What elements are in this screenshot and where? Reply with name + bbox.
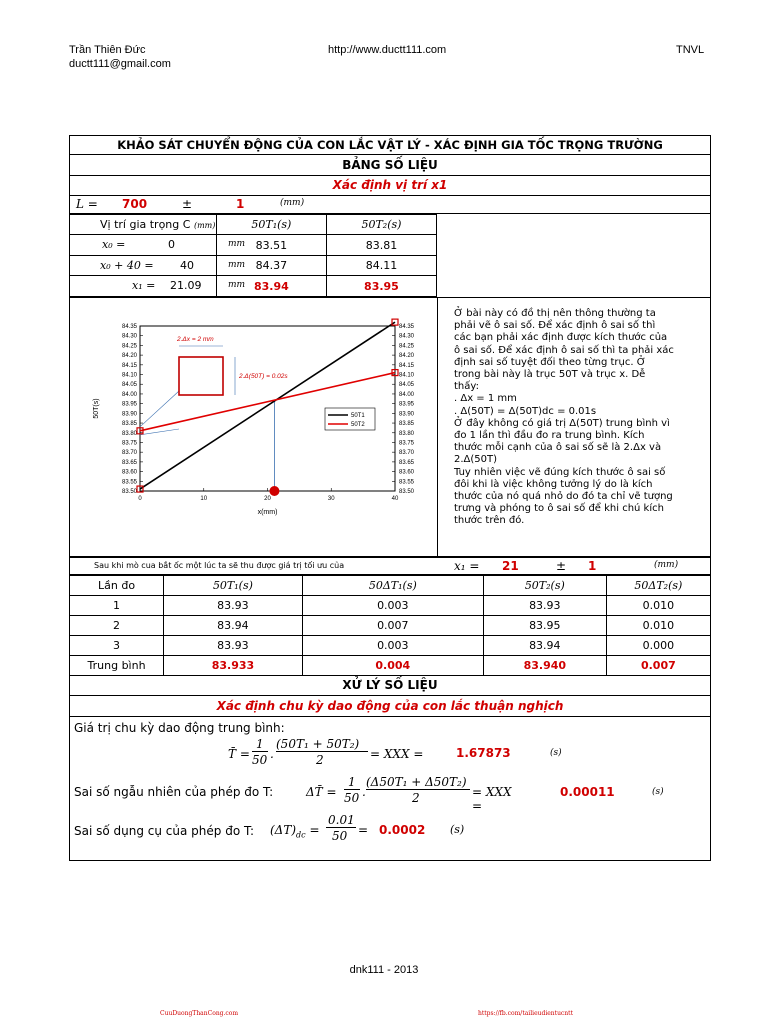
y-tick-label-right: 84.25: [399, 343, 415, 350]
note-line: các bạn phải xác định được kích thước của: [454, 332, 668, 344]
note-line: đôi khi là việc không tưởng lý do là kích: [454, 478, 653, 490]
section2-title: Xác định chu kỳ dao động của con lắc thuận nghịch: [69, 696, 711, 717]
y-tick-label-left: 83.55: [121, 479, 137, 486]
y-tick-label-right: 83.70: [399, 450, 415, 457]
y-tick-label-right: 84.00: [399, 391, 415, 398]
y-tick-label-left: 83.95: [121, 401, 137, 408]
y-tick-label-left: 84.05: [121, 382, 137, 389]
pos-row: x₀ = 0 mm 83.51 83.81: [70, 235, 437, 256]
meas-header: 50T₁(s): [164, 576, 303, 596]
x1-result-value: 21: [502, 559, 519, 573]
x1-result-row: [69, 557, 711, 575]
x-axis-label: x(mm): [257, 509, 278, 516]
rand-label: Sai số ngẫu nhiên của phép đo T:: [74, 785, 274, 799]
legend-box: [325, 408, 375, 430]
position-table: [69, 214, 437, 297]
note-line: ô sai số. Để xác định ô sai số thì ta phải xác: [454, 344, 674, 356]
y-tick-label-left: 84.25: [121, 343, 137, 350]
note-line: Tuy nhiên việc vẽ đúng kích thước ô sai số: [454, 466, 666, 478]
worksheet: [69, 135, 711, 861]
inst-label: Sai số dụng cụ của phép đo T:: [74, 824, 255, 838]
y-tick-label-right: 83.95: [399, 401, 415, 408]
y-tick-label-right: 83.55: [399, 479, 415, 486]
page-footer: dnk111 - 2013: [349, 964, 419, 976]
y-tick-label-right: 84.35: [399, 324, 415, 330]
measurement-table: [69, 575, 711, 676]
y-tick-label-right: 83.75: [399, 440, 415, 447]
meas-header: 50ΔT₂(s): [606, 576, 710, 596]
rand-unit: (s): [652, 787, 664, 797]
x-tick-label: 10: [200, 496, 208, 502]
y-tick-label-right: 83.90: [399, 411, 415, 418]
length-error: 1: [236, 197, 245, 211]
x-tick-label: 20: [264, 496, 271, 502]
y-tick-label-right: 84.20: [399, 353, 415, 360]
position-table-wrap: [69, 214, 711, 297]
avg-label: Giá trị chu kỳ dao động trung bình:: [74, 721, 285, 735]
data-heading: BẢNG SỐ LIỆU: [69, 155, 711, 176]
y-tick-label-right: 83.60: [399, 469, 415, 476]
y-tick-label-right: 84.15: [399, 362, 415, 369]
page-title: KHẢO SÁT CHUYỂN ĐỘNG CỦA CON LẮC VẬT LÝ - XÁC ĐỊNH GIA TỐC TRỌNG TRƯỜNG: [69, 135, 711, 155]
doc-tag: TNVL: [676, 44, 705, 56]
meas-header: 50ΔT₁(s): [302, 576, 483, 596]
avg-value: 1.67873: [456, 746, 511, 760]
x-tick-label: 0: [138, 496, 142, 502]
author-name: Trần Thiên Đức: [69, 44, 146, 56]
y-tick-label-left: 83.80: [121, 430, 137, 437]
y-tick-label-left: 83.75: [121, 440, 137, 447]
length-pm: ±: [182, 197, 193, 211]
y-tick-label-left: 84.20: [121, 353, 137, 360]
y-tick-label-left: 84.10: [121, 372, 137, 379]
footer-left-link[interactable]: CuuDuongThanCong.com: [160, 1010, 239, 1017]
avg-formula: T̄ = 1 50 . (50T₁ + 50T₂) 2 = XXX =: [228, 737, 424, 767]
length-unit: (mm): [280, 198, 305, 208]
average-row: Trung bình 83.933 0.004 83.940 0.007: [70, 656, 711, 676]
avg-unit: (s): [550, 748, 562, 758]
y-tick-label-right: 84.10: [399, 372, 415, 379]
y-tick-label-right: 83.80: [399, 430, 415, 437]
note-line: Ở đây không có giá trị Δ(50T) trung bình vì: [454, 417, 670, 429]
note-line: 2.Δ(50T): [454, 454, 498, 466]
table-row: 3 83.93 0.003 83.94 0.000: [70, 636, 711, 656]
pos-col-t2: 50T₂(s): [326, 215, 436, 235]
y-tick-label-right: 84.30: [399, 333, 415, 340]
website-url[interactable]: http://www.ductt111.com: [328, 44, 447, 56]
x1-result-unit: (mm): [654, 560, 679, 570]
chart-svg: [70, 298, 438, 538]
chart-container: [70, 298, 438, 558]
legend-label: 50T1: [351, 413, 365, 419]
x-tick-label: 30: [327, 496, 335, 502]
y-tick-label-left: 83.60: [121, 469, 137, 476]
rand-formula: ΔT̄ = 1 50 . (Δ50T₁ + Δ50T₂) 2 = XXX =: [306, 775, 512, 813]
note-line: thấy:: [454, 381, 479, 393]
y-tick-label-left: 84.00: [121, 391, 137, 398]
note-line: thước mỗi cạnh của ô sai số sẽ là 2.Δx và: [454, 442, 662, 454]
meas-header-row: [70, 576, 711, 596]
pos-col-t1: 50T₁(s): [216, 215, 326, 235]
note-line: đo 1 lần thì đầu đo ra trung bình. Kích: [454, 430, 645, 442]
note-line: trưng và phóng to ô sai số để khi chú kích: [454, 503, 664, 515]
y-tick-label-right: 83.50: [399, 489, 415, 495]
pos-row: x₁ = 21.09 mm 83.94 83.95: [70, 276, 437, 297]
chart-note-area: [69, 297, 711, 557]
note-line: định sai số tuyệt đối theo từng trục. Ở: [454, 356, 646, 368]
y-tick-label-left: 84.15: [121, 362, 137, 369]
y-tick-label-right: 83.85: [399, 421, 415, 428]
table-row: 2 83.94 0.007 83.95 0.010: [70, 616, 711, 636]
author-email[interactable]: ductt111@gmail.com: [69, 58, 171, 70]
y-tick-label-right: 83.65: [399, 459, 415, 466]
meas-header: Lần đo: [70, 576, 164, 596]
note-line: thước của nó quá nhỏ do đó ta chỉ vẽ tượng: [454, 491, 673, 503]
note-text: [454, 308, 704, 528]
x-tick-label: 40: [391, 496, 399, 502]
note-line: Ở bài này có đồ thị nên thông thường ta: [454, 308, 656, 319]
y-tick-label-left: 83.90: [121, 411, 137, 418]
y-tick-label-left: 83.85: [121, 421, 137, 428]
annotation-dT: 2.Δ(50T) = 0.02s: [239, 373, 288, 380]
note-line: phải vẽ ô sai số. Để xác định ô sai số thì: [454, 320, 656, 332]
section1-title: Xác định vị trí x1: [69, 176, 711, 196]
y-tick-label-right: 84.05: [399, 382, 415, 389]
x1-result-text: Sau khi mò cua bắt ốc một lúc ta sẽ thu được giá trị tối ưu của: [94, 561, 345, 570]
y-tick-label-left: 84.35: [121, 324, 137, 330]
note-line: . Δ(50T) = Δ(50T)dc = 0.01s: [454, 405, 597, 417]
x1-result-pm: ±: [556, 559, 567, 573]
length-label: L =: [76, 197, 98, 211]
note-line: . Δx = 1 mm: [454, 393, 517, 405]
meas-header: 50T₂(s): [483, 576, 606, 596]
y-tick-label-left: 83.70: [121, 450, 137, 457]
inst-formula: $(\Delta T)_{dc}$ = 0.01 50 =: [270, 813, 369, 843]
y-tick-label-left: 83.65: [121, 459, 137, 466]
rand-value: 0.00011: [560, 785, 615, 799]
y-axis-label: 50T(s): [93, 398, 100, 419]
legend-label: 50T2: [351, 422, 365, 428]
y-tick-label-left: 83.50: [121, 489, 137, 495]
footer-right-link[interactable]: https://fb.com/tailieudientucntt: [478, 1010, 573, 1017]
length-row: [69, 196, 711, 214]
length-value: 700: [122, 197, 148, 211]
inst-value: 0.0002: [379, 823, 426, 837]
x1-result-label: x₁ =: [454, 559, 480, 573]
annotation-dx: 2.Δx = 2 mm: [177, 336, 214, 343]
pos-row: x₀ + 40 = 40 mm 84.37 84.11: [70, 256, 437, 276]
table-row: 1 83.93 0.003 83.93 0.010: [70, 596, 711, 616]
pos-col-label: Vị trí gia trọng C (mm): [70, 215, 217, 235]
inst-unit: (s): [450, 823, 465, 836]
intersection-marker: [269, 486, 279, 496]
calc-block: [69, 717, 711, 861]
y-tick-label-left: 84.30: [121, 333, 137, 340]
note-line: thước trên đó.: [454, 515, 525, 527]
note-line: trong bài này là trục 50T và trục x. Dễ: [454, 369, 646, 381]
processing-heading: XỬ LÝ SỐ LIỆU: [69, 676, 711, 696]
x1-result-err: 1: [588, 559, 597, 573]
